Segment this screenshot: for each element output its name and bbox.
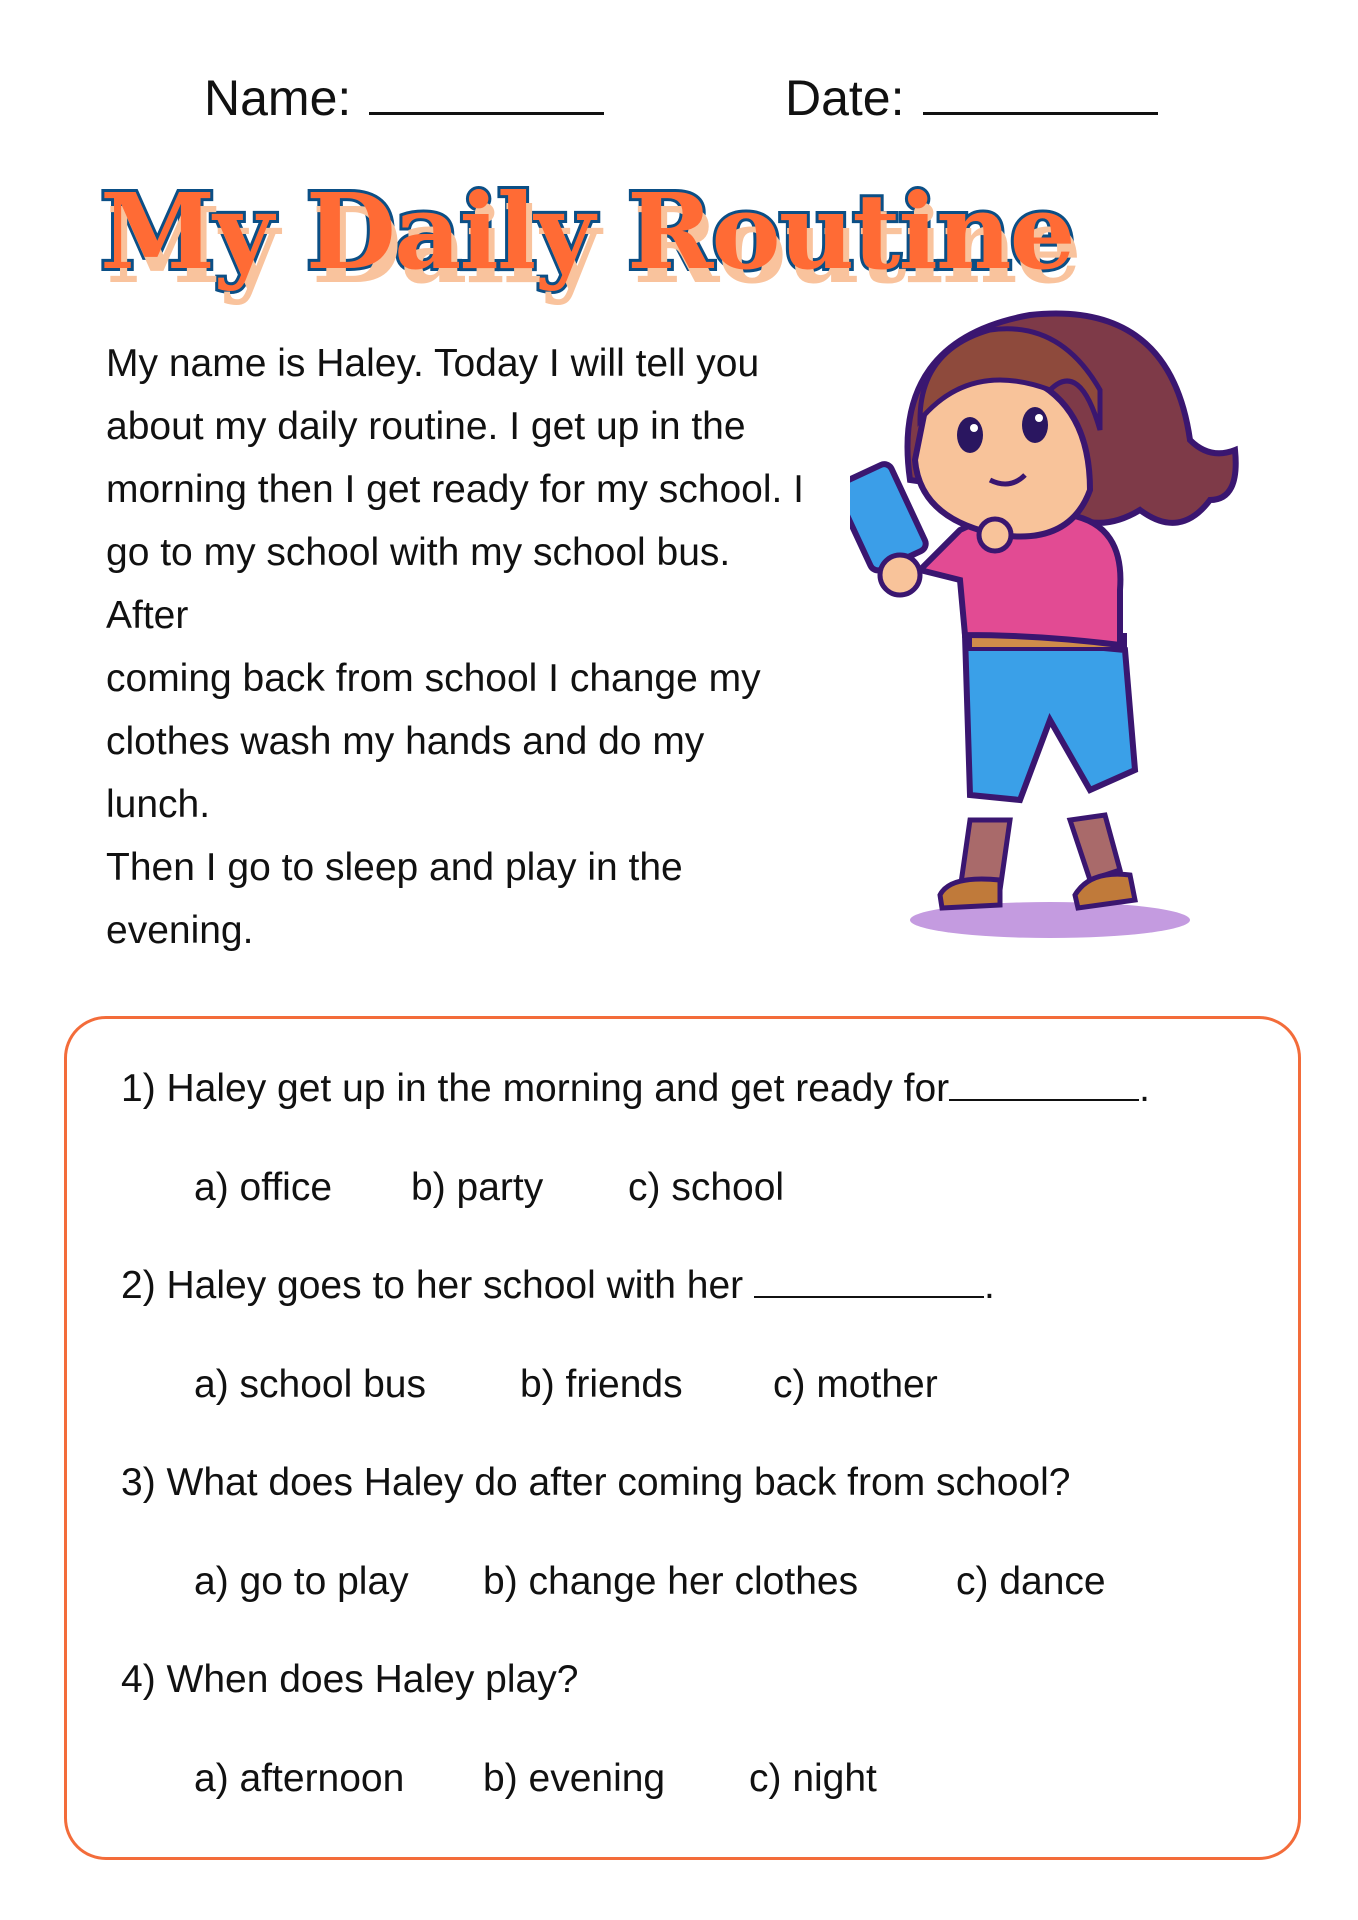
question-text: 1) Haley get up in the morning and get ready for xyxy=(121,1067,950,1110)
option-a[interactable]: a) go to play xyxy=(194,1560,409,1603)
option-c[interactable]: c) mother xyxy=(773,1363,938,1406)
questions-box xyxy=(64,1016,1301,1860)
passage-line: lunch. xyxy=(106,783,211,826)
option-b[interactable]: b) evening xyxy=(483,1757,666,1800)
passage-line: about my daily routine. I get up in the xyxy=(106,405,746,448)
passage-line: morning then I get ready for my school. I xyxy=(106,468,805,511)
name-field xyxy=(204,68,604,127)
question-4: 4) When does Haley play? xyxy=(121,1658,579,1701)
girl-with-phone-illustration xyxy=(850,300,1250,950)
option-c[interactable]: c) school xyxy=(628,1166,785,1209)
option-b[interactable]: b) friends xyxy=(520,1363,683,1406)
question-suffix: . xyxy=(1139,1067,1151,1110)
passage-line: coming back from school I change my xyxy=(106,657,761,700)
answer-blank[interactable] xyxy=(949,1069,1139,1101)
passage-line: My name is Haley. Today I will tell you xyxy=(106,342,760,385)
option-a[interactable]: a) afternoon xyxy=(194,1757,405,1800)
passage-line: evening. xyxy=(106,909,254,952)
option-b[interactable]: b) party xyxy=(411,1166,544,1209)
option-c[interactable]: c) dance xyxy=(956,1560,1106,1603)
reading-passage xyxy=(106,332,804,962)
option-a[interactable]: a) school bus xyxy=(194,1363,426,1406)
question-text: 2) Haley goes to her school with her xyxy=(121,1264,754,1307)
question-3: 3) What does Haley do after coming back from school? xyxy=(121,1461,1071,1504)
passage-line: After xyxy=(106,594,189,637)
passage-line: clothes wash my hands and do my xyxy=(106,720,705,763)
date-label: Date: xyxy=(785,70,905,126)
name-label: Name: xyxy=(204,70,352,126)
passage-line: Then I go to sleep and play in the xyxy=(106,846,683,889)
worksheet-title: My Daily Routine xyxy=(100,170,1074,293)
answer-blank[interactable] xyxy=(754,1266,984,1298)
question-1 xyxy=(121,1067,1150,1111)
option-a[interactable]: a) office xyxy=(194,1166,333,1209)
name-blank[interactable] xyxy=(369,68,604,115)
date-field xyxy=(785,68,1158,127)
option-b[interactable]: b) change her clothes xyxy=(483,1560,859,1603)
question-2 xyxy=(121,1264,995,1308)
passage-line: go to my school with my school bus. xyxy=(106,531,731,574)
date-blank[interactable] xyxy=(923,68,1158,115)
question-suffix: . xyxy=(984,1264,995,1307)
option-c[interactable]: c) night xyxy=(749,1757,877,1800)
